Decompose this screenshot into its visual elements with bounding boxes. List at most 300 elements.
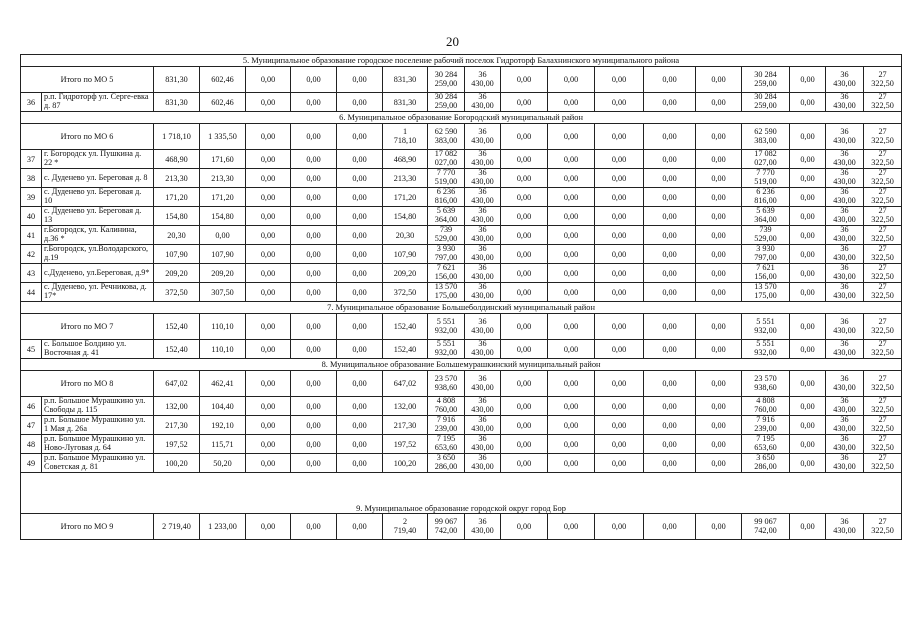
zero-cell: 0,00 xyxy=(644,397,696,416)
rate-cell xyxy=(826,124,864,150)
cell-line: 430,00 xyxy=(471,462,494,471)
cell-line: 7 916 xyxy=(436,415,456,425)
value-cell: 0,00 xyxy=(291,93,337,112)
cell-line: 36 xyxy=(840,396,849,406)
cell-line: 430,00 xyxy=(471,158,494,167)
cell-line: 36 xyxy=(840,92,849,102)
zero-cell: 0,00 xyxy=(548,397,595,416)
cell-line: 27 xyxy=(878,516,887,526)
cell-line: 816,00 xyxy=(754,196,777,205)
cell-line: 322,50 xyxy=(871,424,894,433)
value-cell: 154,80 xyxy=(383,207,428,226)
row-number: 39 xyxy=(21,188,42,207)
sum-cell xyxy=(428,314,465,340)
zero-cell: 0,00 xyxy=(644,454,696,473)
rate-cell xyxy=(864,435,902,454)
cell-line: 36 xyxy=(840,453,849,463)
value-cell: 1 233,00 xyxy=(200,514,246,540)
zero-cell: 0,00 xyxy=(644,124,696,150)
value-cell: 0,00 xyxy=(337,283,383,302)
section-title: 9. Муниципальное образование городской округ город Бор xyxy=(21,473,902,514)
zero-cell: 0,00 xyxy=(501,226,548,245)
value-cell: 0,00 xyxy=(337,245,383,264)
value-cell: 0,00 xyxy=(246,416,291,435)
row-number: 36 xyxy=(21,93,42,112)
cell-line: 36 xyxy=(478,92,487,102)
rate-cell xyxy=(465,245,501,264)
sum-cell xyxy=(742,124,790,150)
data-row xyxy=(21,416,902,435)
cell-line: 36 xyxy=(478,516,487,526)
zero-cell: 0,00 xyxy=(595,435,644,454)
data-row xyxy=(21,454,902,473)
cell-line: 6 236 xyxy=(756,187,775,197)
sum-cell xyxy=(428,124,465,150)
cell-line: 23 570 xyxy=(754,373,777,383)
cell-line: 27 xyxy=(878,373,887,383)
value-cell: 0,00 xyxy=(291,67,337,93)
cell-line: 5 639 xyxy=(436,206,456,216)
zero-cell: 0,00 xyxy=(548,150,595,169)
value-cell: 0,00 xyxy=(246,124,291,150)
rate-cell xyxy=(864,397,902,416)
sum-cell xyxy=(742,93,790,112)
cell-line: 30 284 xyxy=(754,92,777,102)
zero-cell: 0,00 xyxy=(595,371,644,397)
rate-cell xyxy=(864,169,902,188)
sum-cell xyxy=(742,314,790,340)
zero-cell: 0,00 xyxy=(548,226,595,245)
value-cell: 0,00 xyxy=(337,340,383,359)
data-row xyxy=(21,245,902,264)
cell-line: 36 xyxy=(478,316,487,326)
cell-line: 430,00 xyxy=(471,424,494,433)
zero-cell: 0,00 xyxy=(595,124,644,150)
rate-cell xyxy=(465,124,501,150)
value-cell: 372,50 xyxy=(383,283,428,302)
row-number: 44 xyxy=(21,283,42,302)
rate-cell xyxy=(465,264,501,283)
rate-cell xyxy=(465,514,501,540)
value-cell: 154,80 xyxy=(200,207,246,226)
zero-cell: 0,00 xyxy=(790,416,826,435)
cell-line: 430,00 xyxy=(833,253,856,262)
value-cell: 0,00 xyxy=(246,397,291,416)
cell-line: 175,00 xyxy=(434,291,458,300)
cell-line: 653,60 xyxy=(754,443,777,452)
cell-line: 1 xyxy=(402,126,408,136)
rate-cell xyxy=(864,207,902,226)
zero-cell: 0,00 xyxy=(790,371,826,397)
data-row xyxy=(21,93,902,112)
cell-line: 36 xyxy=(478,434,487,444)
cell-line: 322,50 xyxy=(871,443,894,452)
zero-cell: 0,00 xyxy=(696,283,742,302)
value-cell: 0,00 xyxy=(200,226,246,245)
cell-line: 5 639 xyxy=(756,206,775,216)
cell-line: 430,00 xyxy=(833,177,856,186)
section-header-row xyxy=(21,473,902,514)
data-row xyxy=(21,169,902,188)
cell-line: 27 xyxy=(878,149,887,159)
zero-cell: 0,00 xyxy=(595,245,644,264)
zero-cell: 0,00 xyxy=(501,283,548,302)
value-cell: 171,60 xyxy=(200,150,246,169)
section-title: 7. Муниципальное образование Большеболдинский муниципальный район xyxy=(21,302,902,314)
cell-line: 7 770 xyxy=(436,168,456,178)
cell-line: 383,00 xyxy=(434,135,458,145)
cell-line: 383,00 xyxy=(754,135,777,145)
value-cell: 1 335,50 xyxy=(200,124,246,150)
rate-cell xyxy=(864,514,902,540)
sum-cell xyxy=(742,435,790,454)
cell-line: 938,60 xyxy=(434,382,458,392)
cell-line: 322,50 xyxy=(871,348,894,357)
value-cell: 372,50 xyxy=(154,283,200,302)
value-cell: 0,00 xyxy=(291,514,337,540)
rate-cell xyxy=(465,169,501,188)
value-cell: 2 719,40 xyxy=(154,514,200,540)
sum-cell xyxy=(742,340,790,359)
value-cell: 462,41 xyxy=(200,371,246,397)
cell-line: 13 570 xyxy=(754,282,777,292)
value-cell: 217,30 xyxy=(154,416,200,435)
rate-cell xyxy=(465,207,501,226)
rate-cell xyxy=(465,435,501,454)
cell-line: 932,00 xyxy=(434,348,458,357)
cell-line: 430,00 xyxy=(833,291,856,300)
sum-cell xyxy=(742,188,790,207)
value-cell: 213,30 xyxy=(154,169,200,188)
cell-line: 7 916 xyxy=(756,415,775,425)
rate-cell xyxy=(864,264,902,283)
total-label: Итого по МО 9 xyxy=(21,514,154,540)
value-cell: 0,00 xyxy=(337,124,383,150)
value-cell: 0,00 xyxy=(291,169,337,188)
cell-line: 430,00 xyxy=(833,78,856,88)
value-cell: 0,00 xyxy=(291,245,337,264)
cell-line: 519,00 xyxy=(754,177,777,186)
cell-line: 760,00 xyxy=(434,405,458,414)
cell-line: 3 930 xyxy=(756,244,775,254)
cell-line: 322,50 xyxy=(871,382,894,392)
value-cell: 209,20 xyxy=(200,264,246,283)
sum-cell xyxy=(428,371,465,397)
value-cell: 1 718,10 xyxy=(154,124,200,150)
value-cell: 152,40 xyxy=(154,340,200,359)
value-cell: 0,00 xyxy=(246,314,291,340)
value-cell: 20,30 xyxy=(383,226,428,245)
sum-cell xyxy=(742,264,790,283)
value-cell: 107,90 xyxy=(154,245,200,264)
zero-cell: 0,00 xyxy=(595,416,644,435)
cell-line: 3 650 xyxy=(436,453,456,463)
value-cell: 0,00 xyxy=(337,416,383,435)
cell-line: 430,00 xyxy=(833,135,856,145)
value-cell: 0,00 xyxy=(337,207,383,226)
value-cell: 0,00 xyxy=(291,397,337,416)
value-cell: 0,00 xyxy=(337,397,383,416)
zero-cell: 0,00 xyxy=(548,340,595,359)
sum-cell xyxy=(742,169,790,188)
value-cell: 115,71 xyxy=(200,435,246,454)
value-cell: 647,02 xyxy=(383,371,428,397)
total-row xyxy=(21,124,902,150)
zero-cell: 0,00 xyxy=(790,226,826,245)
value-cell: 132,00 xyxy=(383,397,428,416)
cell-line: 322,50 xyxy=(871,215,894,224)
rate-cell xyxy=(864,245,902,264)
zero-cell: 0,00 xyxy=(696,264,742,283)
value-cell: 50,20 xyxy=(200,454,246,473)
value-cell: 100,20 xyxy=(154,454,200,473)
value-cell: 0,00 xyxy=(337,314,383,340)
cell-line: 36 xyxy=(478,453,487,463)
rate-cell xyxy=(864,124,902,150)
zero-cell: 0,00 xyxy=(595,514,644,540)
cell-line: 932,00 xyxy=(754,348,777,357)
cell-line: 430,00 xyxy=(833,525,856,535)
value-cell: 0,00 xyxy=(246,245,291,264)
total-row xyxy=(21,514,902,540)
value-cell: 468,90 xyxy=(383,150,428,169)
cell-line: 7 195 xyxy=(756,434,775,444)
rate-cell xyxy=(864,93,902,112)
address-cell: р.п. Большое Мурашкино ул. Свободы д. 115 xyxy=(42,397,154,416)
sum-cell xyxy=(428,93,465,112)
cell-line: 4 808 xyxy=(756,396,775,406)
value-cell: 0,00 xyxy=(246,264,291,283)
zero-cell: 0,00 xyxy=(790,188,826,207)
rate-cell xyxy=(465,314,501,340)
cell-line: 17 082 xyxy=(754,149,777,159)
rate-cell xyxy=(826,226,864,245)
cell-line: 742,00 xyxy=(434,525,458,535)
sum-cell xyxy=(742,371,790,397)
rate-cell xyxy=(864,67,902,93)
cell-line: 36 xyxy=(478,206,487,216)
zero-cell: 0,00 xyxy=(696,245,742,264)
value-cell: 154,80 xyxy=(154,207,200,226)
zero-cell: 0,00 xyxy=(548,124,595,150)
cell-line: 259,00 xyxy=(434,78,458,88)
cell-line: 36 xyxy=(840,339,849,349)
value-cell: 0,00 xyxy=(246,150,291,169)
value-cell: 0,00 xyxy=(246,340,291,359)
sum-cell xyxy=(428,67,465,93)
cell-line: 932,00 xyxy=(754,325,777,335)
value-cell: 192,10 xyxy=(200,416,246,435)
zero-cell: 0,00 xyxy=(696,150,742,169)
section-header-row xyxy=(21,112,902,124)
sum-cell xyxy=(742,283,790,302)
sum-cell xyxy=(428,514,465,540)
rate-cell xyxy=(826,340,864,359)
cell-line: 430,00 xyxy=(471,196,494,205)
cell-line: 430,00 xyxy=(833,424,856,433)
row-number: 45 xyxy=(21,340,42,359)
cell-line: 938,60 xyxy=(754,382,777,392)
zero-cell: 0,00 xyxy=(644,371,696,397)
cell-line: 430,00 xyxy=(471,253,494,262)
cell-line: 322,50 xyxy=(871,177,894,186)
value-cell: 0,00 xyxy=(337,435,383,454)
zero-cell: 0,00 xyxy=(548,67,595,93)
cell-line: 430,00 xyxy=(833,405,856,414)
total-label: Итого по МО 7 xyxy=(21,314,154,340)
rate-cell xyxy=(465,416,501,435)
total-label: Итого по МО 6 xyxy=(21,124,154,150)
zero-cell: 0,00 xyxy=(644,226,696,245)
sum-cell xyxy=(428,397,465,416)
address-cell: р.п. Гидроторф ул. Серге-евка д. 87 xyxy=(42,93,154,112)
zero-cell: 0,00 xyxy=(790,169,826,188)
zero-cell: 0,00 xyxy=(696,124,742,150)
value-cell: 152,40 xyxy=(383,340,428,359)
sum-cell xyxy=(742,416,790,435)
cell-line: 27 xyxy=(878,434,887,444)
cell-line: 259,00 xyxy=(754,78,777,88)
cell-line: 430,00 xyxy=(833,272,856,281)
zero-cell: 0,00 xyxy=(501,397,548,416)
zero-cell: 0,00 xyxy=(501,371,548,397)
cell-line: 430,00 xyxy=(471,135,494,145)
rate-cell xyxy=(826,67,864,93)
cell-line: 816,00 xyxy=(434,196,458,205)
rate-cell xyxy=(465,93,501,112)
zero-cell: 0,00 xyxy=(595,340,644,359)
value-cell: 307,50 xyxy=(200,283,246,302)
zero-cell: 0,00 xyxy=(644,340,696,359)
value-cell: 0,00 xyxy=(246,67,291,93)
rate-cell xyxy=(826,435,864,454)
value-cell: 213,30 xyxy=(383,169,428,188)
cell-line: 36 xyxy=(840,244,849,254)
cell-line: 742,00 xyxy=(754,525,777,535)
value-cell: 0,00 xyxy=(291,283,337,302)
cell-line: 430,00 xyxy=(833,234,856,243)
cell-line: 27 xyxy=(878,282,887,292)
rate-cell xyxy=(826,514,864,540)
cell-line: 739 xyxy=(439,225,453,235)
rate-cell xyxy=(465,397,501,416)
cell-line: 27 xyxy=(878,244,887,254)
zero-cell: 0,00 xyxy=(595,93,644,112)
zero-cell: 0,00 xyxy=(548,188,595,207)
cell-line: 322,50 xyxy=(871,78,894,88)
zero-cell: 0,00 xyxy=(501,188,548,207)
cell-line: 519,00 xyxy=(434,177,458,186)
zero-cell: 0,00 xyxy=(595,283,644,302)
value-cell: 0,00 xyxy=(337,264,383,283)
rate-cell xyxy=(826,283,864,302)
rate-cell xyxy=(826,169,864,188)
sum-cell xyxy=(742,397,790,416)
cell-line: 322,50 xyxy=(871,196,894,205)
budget-table xyxy=(20,54,902,540)
sum-cell xyxy=(742,67,790,93)
cell-line: 36 xyxy=(478,339,487,349)
zero-cell: 0,00 xyxy=(644,207,696,226)
section-header-row xyxy=(21,55,902,67)
zero-cell: 0,00 xyxy=(696,67,742,93)
sum-cell xyxy=(428,454,465,473)
rate-cell xyxy=(465,150,501,169)
cell-line: 27 xyxy=(878,225,887,235)
sum-cell xyxy=(428,169,465,188)
value-cell: 132,00 xyxy=(154,397,200,416)
cell-line: 760,00 xyxy=(754,405,777,414)
cell-line: 719,40 xyxy=(393,525,417,535)
cell-line: 30 284 xyxy=(434,92,458,102)
cell-line: 430,00 xyxy=(833,158,856,167)
cell-line: 322,50 xyxy=(871,234,894,243)
cell-line: 5 551 xyxy=(436,339,456,349)
rate-cell xyxy=(826,371,864,397)
value-cell: 209,20 xyxy=(154,264,200,283)
address-cell: р.п. Большое Мурашкино ул. Советская д. 81 xyxy=(42,454,154,473)
value-cell: 110,10 xyxy=(200,314,246,340)
cell-line: 99 067 xyxy=(754,516,777,526)
zero-cell: 0,00 xyxy=(595,397,644,416)
zero-cell: 0,00 xyxy=(644,188,696,207)
zero-cell: 0,00 xyxy=(501,245,548,264)
zero-cell: 0,00 xyxy=(644,314,696,340)
cell-line: 430,00 xyxy=(471,525,494,535)
rate-cell xyxy=(465,454,501,473)
cell-line: 322,50 xyxy=(871,405,894,414)
zero-cell: 0,00 xyxy=(548,245,595,264)
cell-line: 430,00 xyxy=(471,215,494,224)
zero-cell: 0,00 xyxy=(644,67,696,93)
value-cell: 0,00 xyxy=(337,169,383,188)
zero-cell: 0,00 xyxy=(501,150,548,169)
value-cell: 213,30 xyxy=(200,169,246,188)
zero-cell: 0,00 xyxy=(548,514,595,540)
cell-line: 430,00 xyxy=(471,177,494,186)
rate-cell xyxy=(465,371,501,397)
data-row xyxy=(21,226,902,245)
cell-line: 430,00 xyxy=(471,382,494,392)
address-cell: с.Дуденево, ул.Береговая, д.9* xyxy=(42,264,154,283)
cell-line: 322,50 xyxy=(871,135,894,145)
zero-cell: 0,00 xyxy=(790,397,826,416)
value-cell: 831,30 xyxy=(154,93,200,112)
zero-cell: 0,00 xyxy=(696,371,742,397)
cell-line: 27 xyxy=(878,69,887,79)
zero-cell: 0,00 xyxy=(790,314,826,340)
section-header-row xyxy=(21,302,902,314)
rate-cell xyxy=(864,371,902,397)
zero-cell: 0,00 xyxy=(790,340,826,359)
zero-cell: 0,00 xyxy=(644,435,696,454)
data-row xyxy=(21,264,902,283)
cell-line: 430,00 xyxy=(833,348,856,357)
value-cell: 152,40 xyxy=(383,314,428,340)
zero-cell: 0,00 xyxy=(501,416,548,435)
zero-cell: 0,00 xyxy=(790,283,826,302)
cell-line: 36 xyxy=(840,168,849,178)
rate-cell xyxy=(826,188,864,207)
value-cell: 209,20 xyxy=(383,264,428,283)
zero-cell: 0,00 xyxy=(548,314,595,340)
cell-line: 36 xyxy=(478,415,487,425)
zero-cell: 0,00 xyxy=(501,67,548,93)
zero-cell: 0,00 xyxy=(644,169,696,188)
cell-line: 239,00 xyxy=(754,424,777,433)
value-cell: 0,00 xyxy=(337,454,383,473)
section-title: 8. Муниципальное образование Большемурашкинский муниципальный район xyxy=(21,359,902,371)
